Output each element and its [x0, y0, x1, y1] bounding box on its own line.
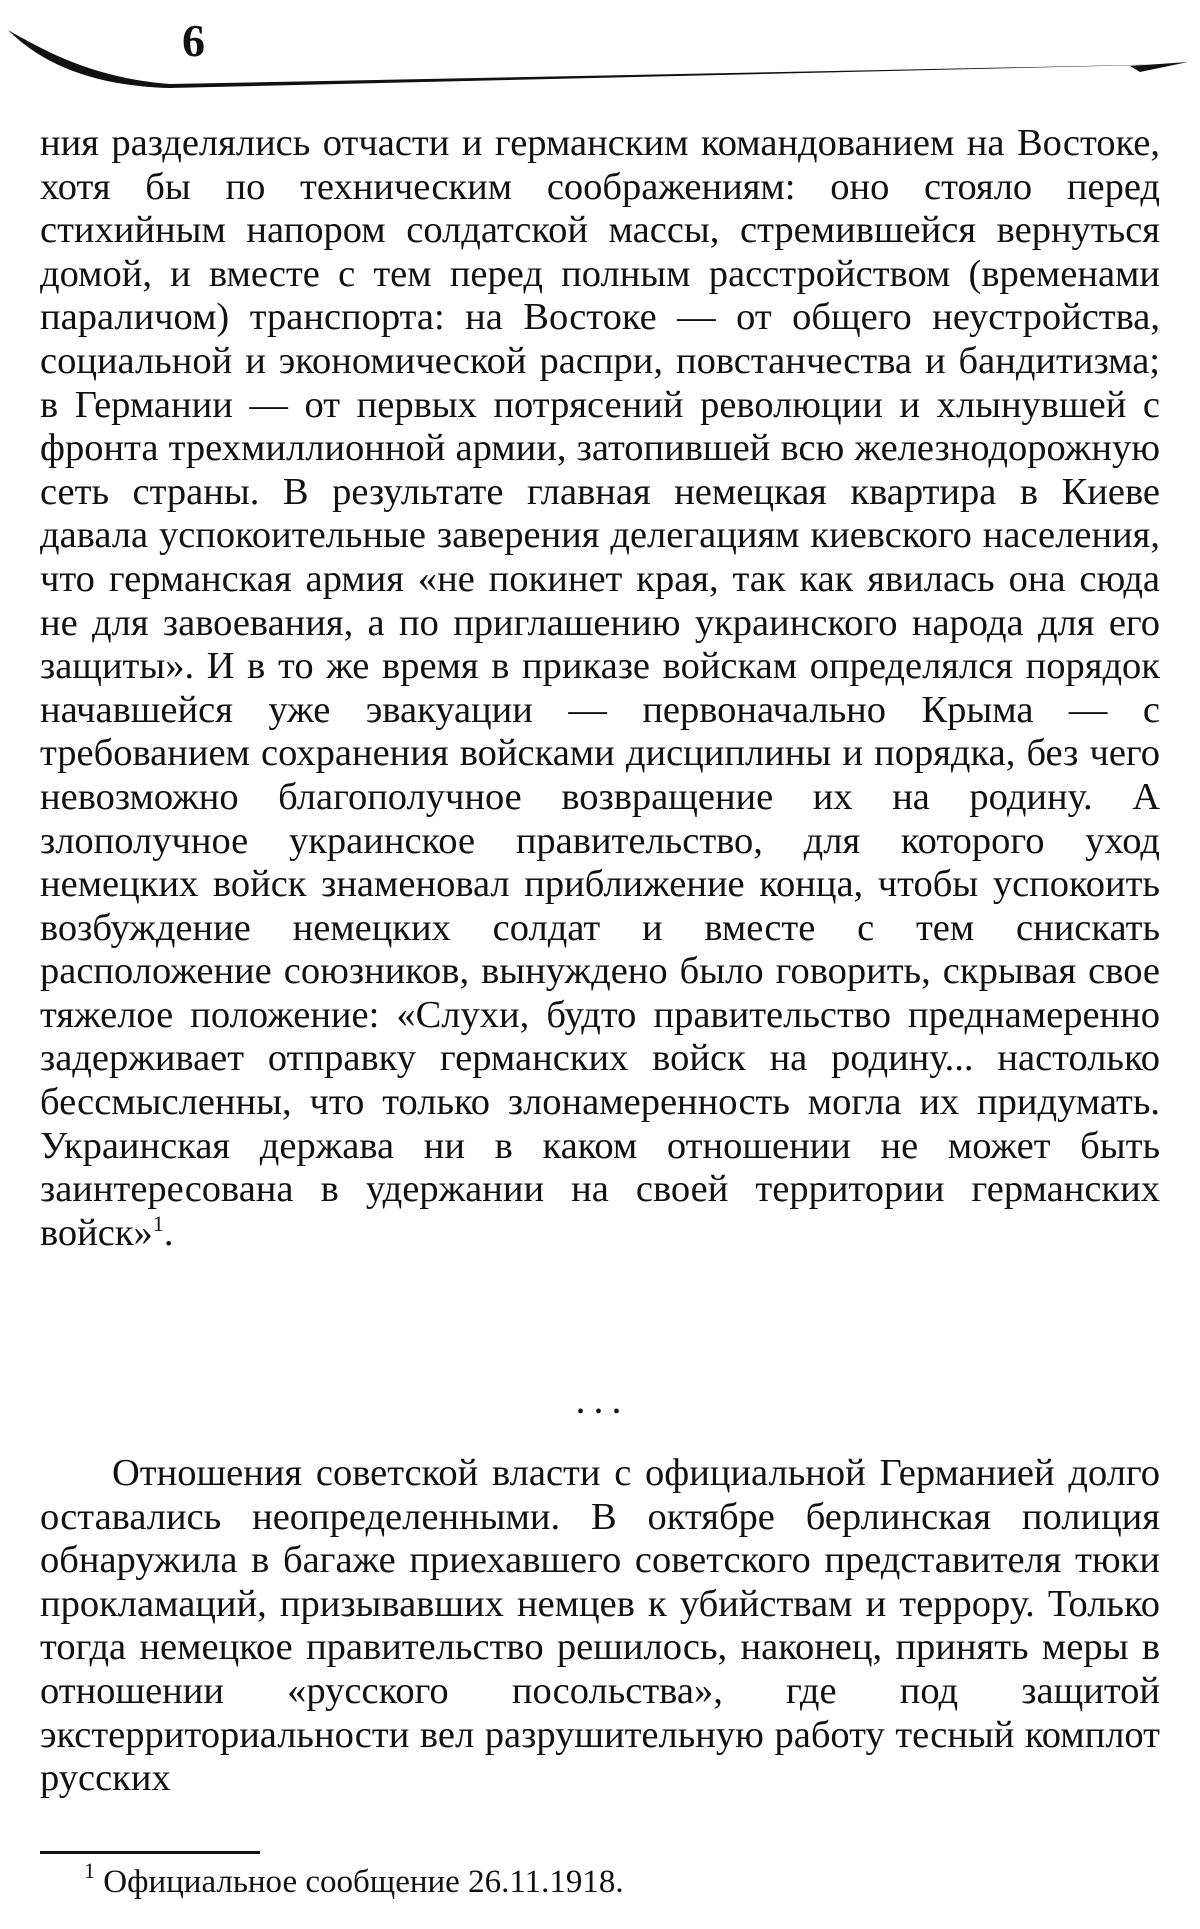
footnote-marker: 1	[84, 1858, 95, 1883]
paragraph-1-text: ния разделялись отчасти и германским командованием на Востоке, хотя бы по техническим соображениям: оно стояло перед стихийным напором солдатской массы, стремившейся вернуться домой, и вместе с тем перед полным расстройством (временами параличом) транспорта: на Востоке — от общего неустройства, социальной и экономической распри, повстанчества и бандитизма; в Германии — от первых потрясений революции и хлынувшей с фронта трехмиллионной армии, затопившей всю железнодорожную сеть страны. В результате главная немецкая квартира в Киеве давала успокоительные заверения делегациям киевского населения, что германская армия «не покинет края, так как явилась она сюда не для завоевания, а по приглашению украинского народа для его защиты». И в то же время в приказе войскам определялся порядок начавшейся уже эвакуации — первоначально Крыма — с требованием сохранения войсками дисциплины и порядка, без чего невозможно благополучное возвращение их на родину. А злополучное украинское правительство, для которого уход немецких войск знаменовал приближение конца, чтобы успокоить возбуждение немецких солдат и вместе с тем снискать расположение союзников, вынуждено было говорить, скрывая свое тяжелое положение: «Слухи, будто правительство преднамеренно задерживает отправку германских войск на родину... настолько бессмысленны, что только злонамеренность могла их придумать. Украинская держава ни в каком отношении не может быть заинтересована в удержании на своей территории германских войск»	[40, 122, 1160, 1254]
paragraph-1	[40, 122, 1160, 1255]
paragraph-2: Отношения советской власти с официальной Германией долго оставались неопределенными. В октябре берлинская полиция обнаружила в багаже приехавшего советского представителя тюки прокламаций, призывавших немцев к убийствам и террору. Только тогда немецкое правительство решилось, наконец, принять меры в отношении «русского посольства», где под защитой экстерриториальности вел разрушительную работу тесный комплот русских	[40, 1452, 1160, 1800]
header-ornament-rule	[0, 0, 1200, 110]
page-number: 6	[182, 15, 205, 66]
paragraph-1-end: .	[163, 1211, 174, 1254]
footnote	[84, 1858, 624, 1902]
footnote-reference: 1	[152, 1210, 164, 1236]
page-header	[0, 0, 1200, 110]
section-separator: • • •	[576, 1401, 623, 1423]
footnote-text: Официальное сообщение 26.11.1918.	[95, 1864, 624, 1900]
footnote-rule	[40, 1851, 260, 1854]
